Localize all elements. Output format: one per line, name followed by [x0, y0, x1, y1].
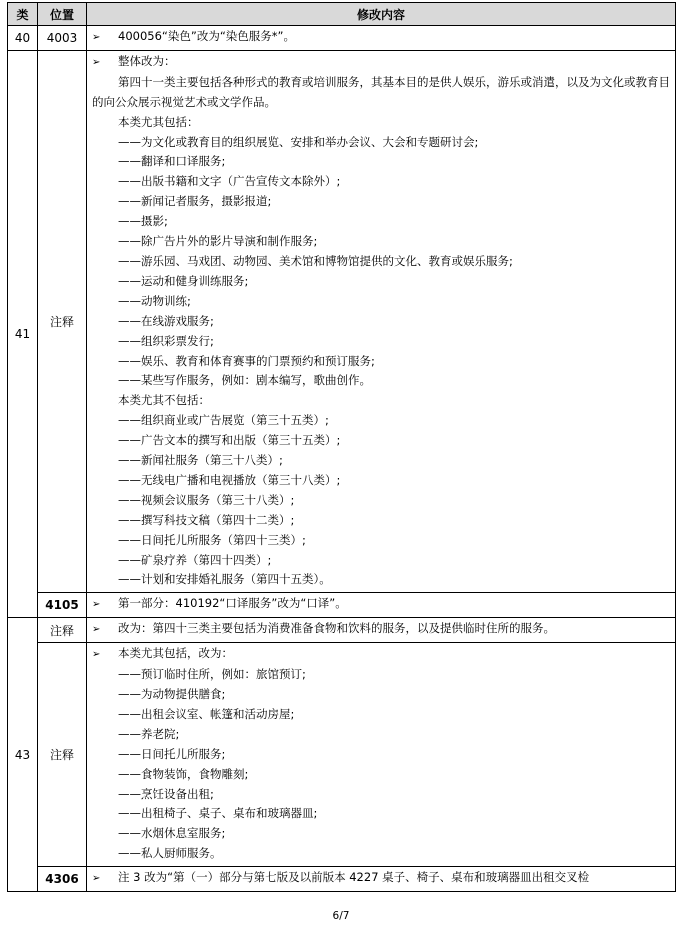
list-item: ——翻译和口译服务; — [118, 154, 226, 169]
list-item: ——计划和安排婚礼服务（第四十五类）。 — [118, 572, 331, 587]
arrow-bullet-icon: ➢ — [92, 649, 101, 661]
note-paragraph: 第四十一类主要包括各种形式的教育或培训服务，其基本目的是供人娱乐，游乐或消遣，以及为文化或教育目的向公众展示视觉艺术或文学作品。 — [92, 74, 670, 109]
list-item: ——广告文本的撰写和出版（第三十五类）; — [118, 433, 341, 448]
excludes-list — [92, 411, 670, 590]
revision-text: 第一部分：410192“口译服务”改为“口译”。 — [118, 596, 347, 611]
note-head: 整体改为： — [118, 53, 176, 68]
list-item: ——水烟休息室服务; — [118, 826, 226, 841]
table-row — [8, 643, 676, 867]
list-item: ——无线电广播和电视播放（第三十八类）; — [118, 472, 341, 487]
content-cell — [87, 50, 676, 592]
category-cell: 40 — [8, 26, 38, 51]
content-cell — [87, 867, 676, 892]
category-cell: 41 — [8, 50, 38, 617]
list-item: ——食物装饰，食物雕刻; — [118, 766, 249, 781]
table-row — [8, 26, 676, 51]
arrow-bullet-icon: ➢ — [92, 32, 101, 43]
content-cell — [87, 26, 676, 51]
table-header-row — [8, 3, 676, 26]
list-item: ——组织彩票发行; — [118, 333, 214, 348]
revision-text: 400056“染色”改为“染色服务*”。 — [118, 29, 295, 43]
list-item: ——私人厨师服务。 — [118, 846, 222, 861]
content-cell — [87, 618, 676, 643]
list-item: ——出租椅子、桌子、桌布和玻璃器皿; — [118, 806, 318, 821]
includes-list — [92, 665, 670, 864]
excludes-label: 本类尤其不包括： — [118, 393, 210, 408]
arrow-bullet-icon: ➢ — [92, 624, 101, 636]
position-cell: 注释 — [38, 618, 87, 643]
list-item: ——为文化或教育目的组织展览、安排和举办会议、大会和专题研讨会; — [118, 134, 479, 149]
list-item: ——矿泉疗养（第四十四类）; — [118, 552, 272, 567]
list-item: ——出版书籍和文字（广告宣传文本除外）; — [118, 174, 341, 189]
revision-text: 注 3 改为“第（一）部分与第七版及以前版本 4227 桌子、椅子、桌布和玻璃器皿出租交叉检 — [118, 870, 590, 885]
list-item: ——组织商业或广告展览（第三十五类）; — [118, 413, 329, 428]
list-item: ——养老院; — [118, 726, 180, 741]
page-number: 6/7 — [332, 910, 350, 922]
table-row — [8, 618, 676, 643]
note-head: 本类尤其包括，改为： — [118, 646, 233, 661]
list-item: ——除广告片外的影片导演和制作服务; — [118, 234, 318, 249]
revision-text: 改为：第四十三类主要包括为消费准备食物和饮料的服务，以及提供临时住所的服务。 — [118, 621, 555, 636]
list-item: ——新闻社服务（第三十八类）; — [118, 453, 283, 468]
arrow-bullet-icon: ➢ — [92, 873, 101, 885]
list-item: ——日间托儿所服务; — [118, 746, 226, 761]
table-row — [8, 867, 676, 892]
arrow-bullet-icon: ➢ — [92, 599, 101, 611]
list-item: ——预订临时住所，例如：旅馆预订; — [118, 667, 306, 682]
content-cell — [87, 643, 676, 867]
table-row — [8, 50, 676, 592]
position-cell: 4306 — [38, 867, 87, 892]
list-item: ——出租会议室、帐篷和活动房屋; — [118, 706, 295, 721]
list-item: ——在线游戏服务; — [118, 313, 214, 328]
list-item: ——摄影; — [118, 214, 168, 229]
list-item: ——游乐园、马戏团、动物园、美术馆和博物馆提供的文化、教育或娱乐服务; — [118, 253, 513, 268]
list-item: ——动物训练; — [118, 293, 191, 308]
arrow-bullet-icon: ➢ — [92, 56, 101, 68]
includes-label: 本类尤其包括： — [118, 114, 199, 129]
list-item: ——运动和健身训练服务; — [118, 273, 249, 288]
position-cell: 注释 — [38, 643, 87, 867]
list-item: ——为动物提供膳食; — [118, 687, 226, 701]
category-cell: 43 — [8, 618, 38, 892]
header-position: 位置 — [38, 3, 87, 26]
table-row — [8, 593, 676, 618]
list-item: ——新闻记者服务，摄影报道; — [118, 194, 272, 209]
document-page — [7, 2, 675, 892]
header-content: 修改内容 — [87, 3, 676, 26]
list-item: ——烹饪设备出租; — [118, 786, 214, 801]
position-cell: 注释 — [38, 50, 87, 592]
list-item: ——视频会议服务（第三十八类）; — [118, 492, 295, 507]
revision-table — [7, 2, 676, 892]
includes-list — [92, 133, 670, 392]
header-category: 类 — [8, 3, 38, 26]
position-cell: 4003 — [38, 26, 87, 51]
list-item: ——撰写科技文稿（第四十二类）; — [118, 512, 295, 527]
list-item: ——某些写作服务，例如：剧本编写，歌曲创作。 — [118, 373, 371, 388]
list-item: ——日间托儿所服务（第四十三类）; — [118, 532, 306, 547]
list-item: ——娱乐、教育和体育赛事的门票预约和预订服务; — [118, 353, 375, 368]
content-cell — [87, 593, 676, 618]
position-cell: 4105 — [38, 593, 87, 618]
